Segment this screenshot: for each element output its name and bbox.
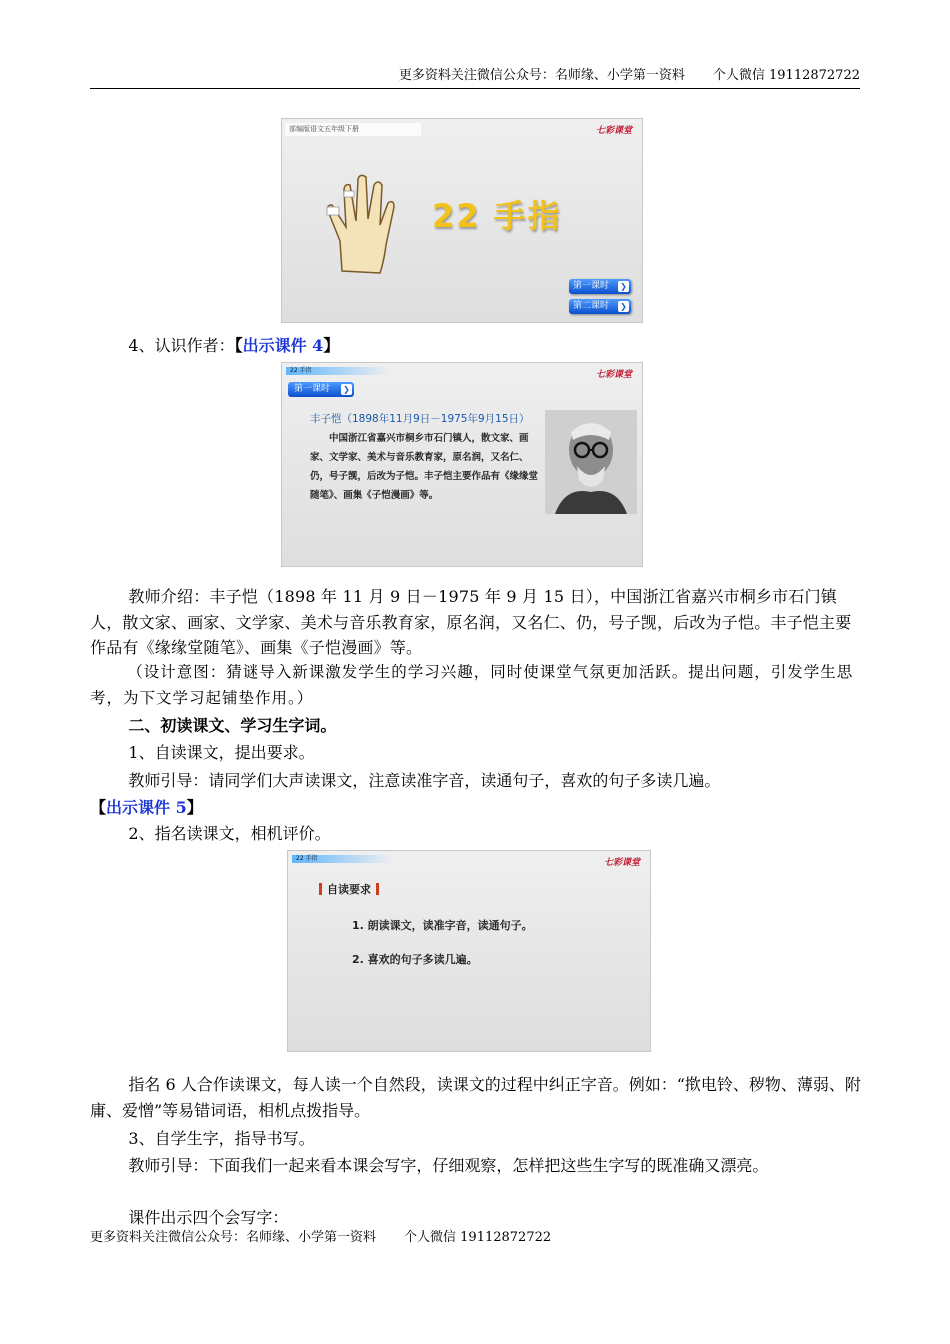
show-characters-line: 课件出示四个会写字： (128, 1208, 289, 1227)
page-footer (90, 1229, 579, 1247)
title-bar-right (376, 883, 379, 895)
teacher-guide-1: 教师引导：请同学们大声读课文，注意读准字音，读通句子，喜欢的句子多读几遍。 (128, 771, 721, 790)
author-line-prefix: 4、认识作者： (128, 336, 235, 355)
teacher-guide-2: 教师引导：下面我们一起来看本课会写字，仔细观察，怎样把这些生字写的既准确又漂亮。 (128, 1156, 769, 1175)
page-header (90, 66, 860, 89)
design-intent-paragraph: （设计意图：猜谜导入新课激发学生的学习兴趣，同时使课堂气氛更加活跃。提出问题，引发学生思考，为下文学习起铺垫作用。） (90, 663, 854, 707)
hand-illustration (322, 161, 412, 281)
step-3: 3、自学生字，指导书写。 (128, 1129, 315, 1148)
reading-requirements-title (314, 881, 384, 897)
author-bio: 中国浙江省嘉兴市桐乡市石门镇人，散文家、画家、文学家、美术与音乐教育家，原名润，又名仁、仍，号子觊，后改为子恺。丰子恺主要作品有《缘缘堂随笔》、画集《子恺漫画》等。 (310, 433, 539, 501)
header-wechat-note: 更多资料关注微信公众号：名师缘、小学第一资料 (398, 68, 685, 83)
footer-wechat-note: 更多资料关注微信公众号：名师缘、小学第一资料 (90, 1230, 377, 1245)
brand-logo: 七彩课堂 (595, 126, 632, 136)
lesson1-button[interactable] (288, 382, 354, 397)
lesson2-button[interactable] (569, 299, 631, 314)
step-2: 2、指名读课文，相机评价。 (128, 824, 331, 843)
requirement-2: 2. 喜欢的句子多读几遍。 (352, 953, 478, 966)
author-line (90, 333, 862, 359)
slide-tab: 22 手指 (292, 855, 392, 863)
chevron-right-icon: ❯ (618, 301, 629, 312)
show-courseware-5-line (90, 795, 862, 821)
requirement-1: 1. 朗读课文，读准字音，读通句子。 (352, 919, 533, 932)
author-portrait (545, 410, 637, 514)
slide-tab: 22 手指 (286, 367, 390, 375)
lesson1-button[interactable] (569, 279, 631, 294)
bracket-open: 【 (90, 798, 107, 817)
brand-logo: 七彩课堂 (603, 858, 640, 868)
header-personal-wechat: 个人微信 19112872722 (712, 68, 860, 83)
chevron-right-icon: ❯ (341, 384, 352, 395)
footer-personal-wechat: 个人微信 19112872722 (404, 1230, 552, 1245)
reading-requirements-title-text: 自读要求 (327, 883, 371, 896)
bracket-open: 【 (234, 336, 243, 355)
chevron-right-icon: ❯ (618, 281, 629, 292)
author-heading: 丰子恺（1898年11月9日－1975年9月15日） (310, 413, 530, 425)
bracket-close: 】 (323, 336, 340, 355)
lesson2-button-label: 第二课时 (573, 301, 610, 311)
title-bar-left (319, 883, 322, 895)
brand-logo: 七彩课堂 (595, 370, 632, 380)
bracket-close: 】 (186, 798, 203, 817)
section-2-title: 二、初读课文、学习生字词。 (128, 716, 337, 735)
lesson1-button-label: 第一课时 (573, 281, 610, 291)
courseware-slide-reading-requirements (287, 850, 651, 1052)
show-courseware-4-link[interactable]: 出示课件 4 (242, 336, 324, 355)
teacher-intro-paragraph: 教师介绍：丰子恺（1898 年 11 月 9 日－1975 年 9 月 15 日），中国浙江省嘉兴市桐乡市石门镇人，散文家、画家、文学家、美术与音乐教育家，原名润，又名仁、仍，号子觊，后改为子恺。丰子恺主要作品有《缘缘堂随笔》、画集《子恺漫画》等。 (90, 587, 852, 657)
textbook-label: 部编版语文五年级下册 (285, 123, 421, 136)
show-courseware-5-link[interactable]: 出示课件 5 (106, 798, 187, 817)
courseware-slide-cover (281, 118, 643, 323)
lesson1-button-label: 第一课时 (294, 384, 331, 394)
courseware-slide-author (281, 362, 643, 567)
step-1: 1、自读课文，提出要求。 (128, 743, 315, 762)
group-reading-paragraph: 指名 6 人合作读课文，每人读一个自然段，读课文的过程中纠正字音。例如：“揿电铃、秽物、薄弱、附庸、爱憎”等易错词语，相机点拨指导。 (90, 1075, 861, 1120)
lesson-title: 22 手指 (432, 197, 562, 235)
